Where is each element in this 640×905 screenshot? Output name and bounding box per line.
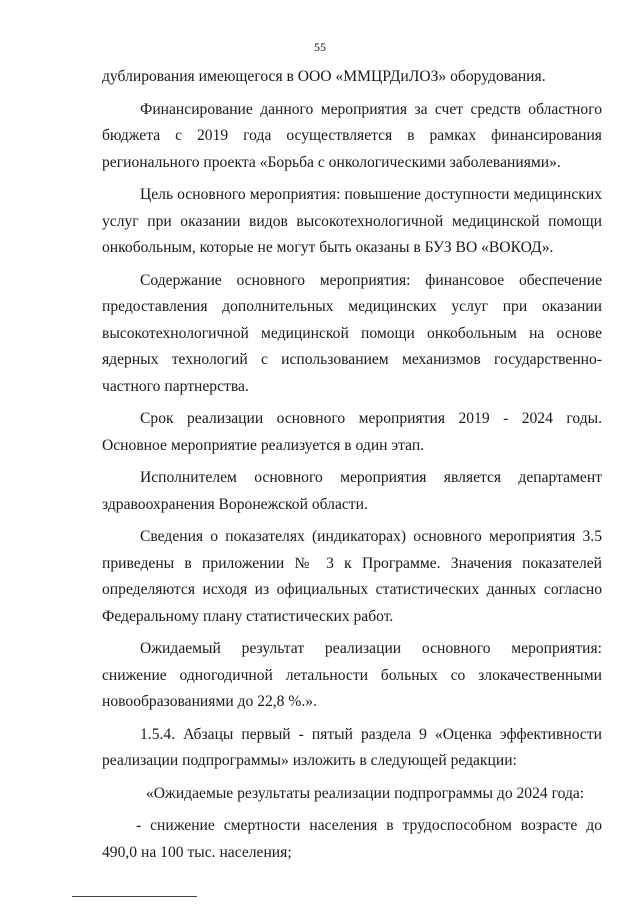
paragraph-content: Содержание основного мероприятия: финансовое обеспечение предоставления дополнительных медицинских услуг при оказании высокотехнологичной медицинской помощи онкобольным на основе ядерных технологий с использованием механизмов государственно-частного партнерства. — [102, 271, 602, 395]
paragraph-goal: Цель основного мероприятия: повышение доступности медицинских услуг при оказании видов высокотехнологичной медицинской помощи онкобольным, которые не могут быть оказаны в БУЗ ВО «ВОКОД». — [102, 186, 602, 256]
footer-divider — [72, 896, 197, 897]
paragraph-expected-result: Ожидаемый результат реализации основного мероприятия: снижение одногодичной летальности больных со злокачественными новообразованиями до 22,8 %.». — [102, 640, 602, 710]
paragraph-executor: Исполнителем основного мероприятия является департамент здравоохранения Воронежской области. — [102, 469, 602, 513]
page-number: 55 — [314, 40, 326, 54]
paragraph-quote-heading: «Ожидаемые результаты реализации подпрограммы до 2024 года: — [146, 784, 585, 802]
paragraph-financing: Финансирование данного мероприятия за счет средств областного бюджета с 2019 года осуществляется в рамках финансирования регионального проекта «Борьба с онкологическими заболеваниями». — [102, 100, 602, 171]
document-body — [102, 64, 602, 872]
paragraph-term: Срок реализации основного мероприятия 2019 - 2024 годы. Основное мероприятие реализуется в один этап. — [102, 410, 602, 454]
paragraph-amendment: 1.5.4. Абзацы первый - пятый раздела 9 «Оценка эффективности реализации подпрограммы» изложить в следующей редакции: — [102, 725, 602, 769]
paragraph-continuation: дублирования имеющегося в ООО «ММЦРДиЛОЗ» оборудования. — [102, 68, 546, 85]
paragraph-list-item: - снижение смертности населения в трудоспособном возрасте до 490,0 на 100 тыс. населения; — [102, 817, 602, 861]
paragraph-indicators: Сведения о показателях (индикаторах) основного мероприятия 3.5 приведены в приложении № 3 к Программе. Значения показателей определяются исходя из официальных статистических данных согласно Федеральному плану статистических работ. — [102, 528, 602, 625]
